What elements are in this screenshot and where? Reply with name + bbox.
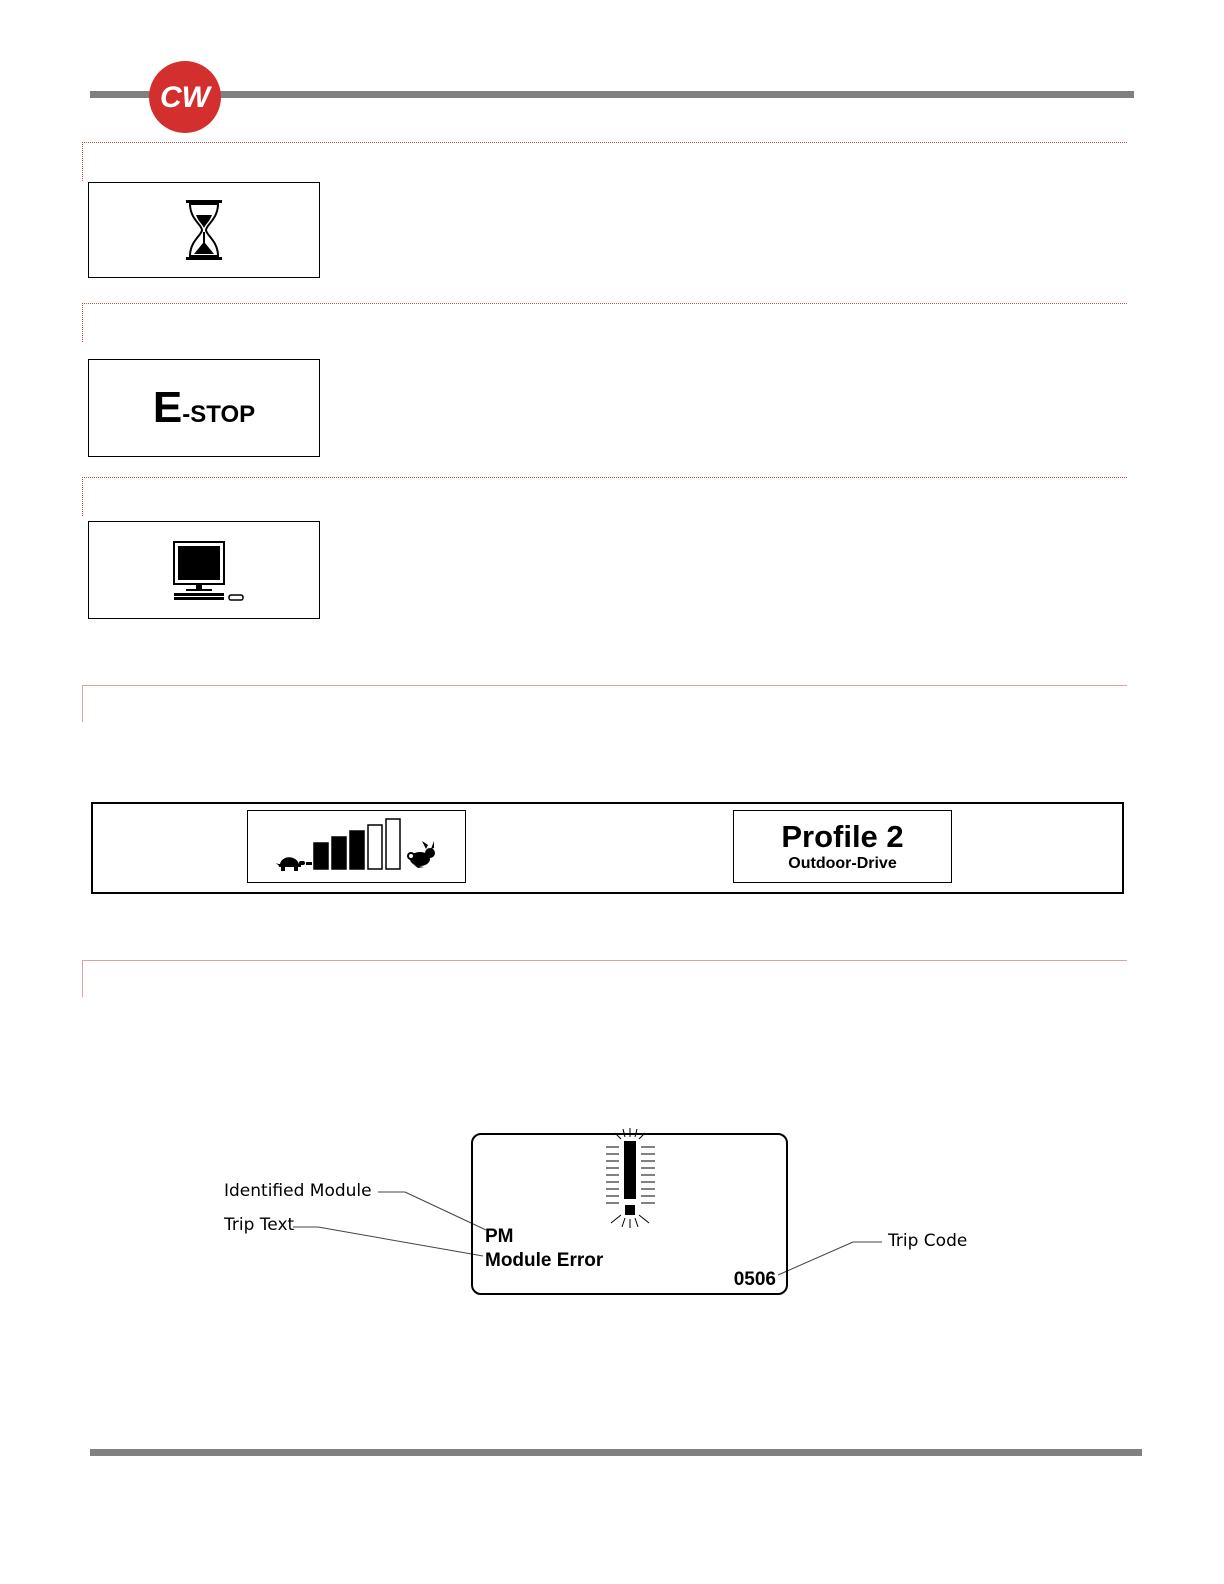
trip-code-label: Trip Code — [888, 1231, 968, 1251]
module-name: PM — [485, 1226, 514, 1247]
footer-rule — [90, 1449, 1142, 1456]
trip-text-label: Trip Text — [224, 1215, 295, 1235]
identified-module-label: Identified Module — [224, 1181, 372, 1201]
logo-text: CW — [160, 81, 210, 114]
trip-text: Module Error — [485, 1250, 604, 1271]
profile-title: Profile 2 — [781, 819, 904, 854]
trip-display — [471, 1133, 788, 1295]
profile-subtitle: Outdoor-Drive — [788, 855, 897, 872]
trip-code: 0506 — [733, 1269, 776, 1290]
warning-exclamation-icon — [603, 1127, 659, 1231]
estop-rest: -STOP — [182, 401, 256, 428]
estop-letter: E — [152, 383, 183, 432]
